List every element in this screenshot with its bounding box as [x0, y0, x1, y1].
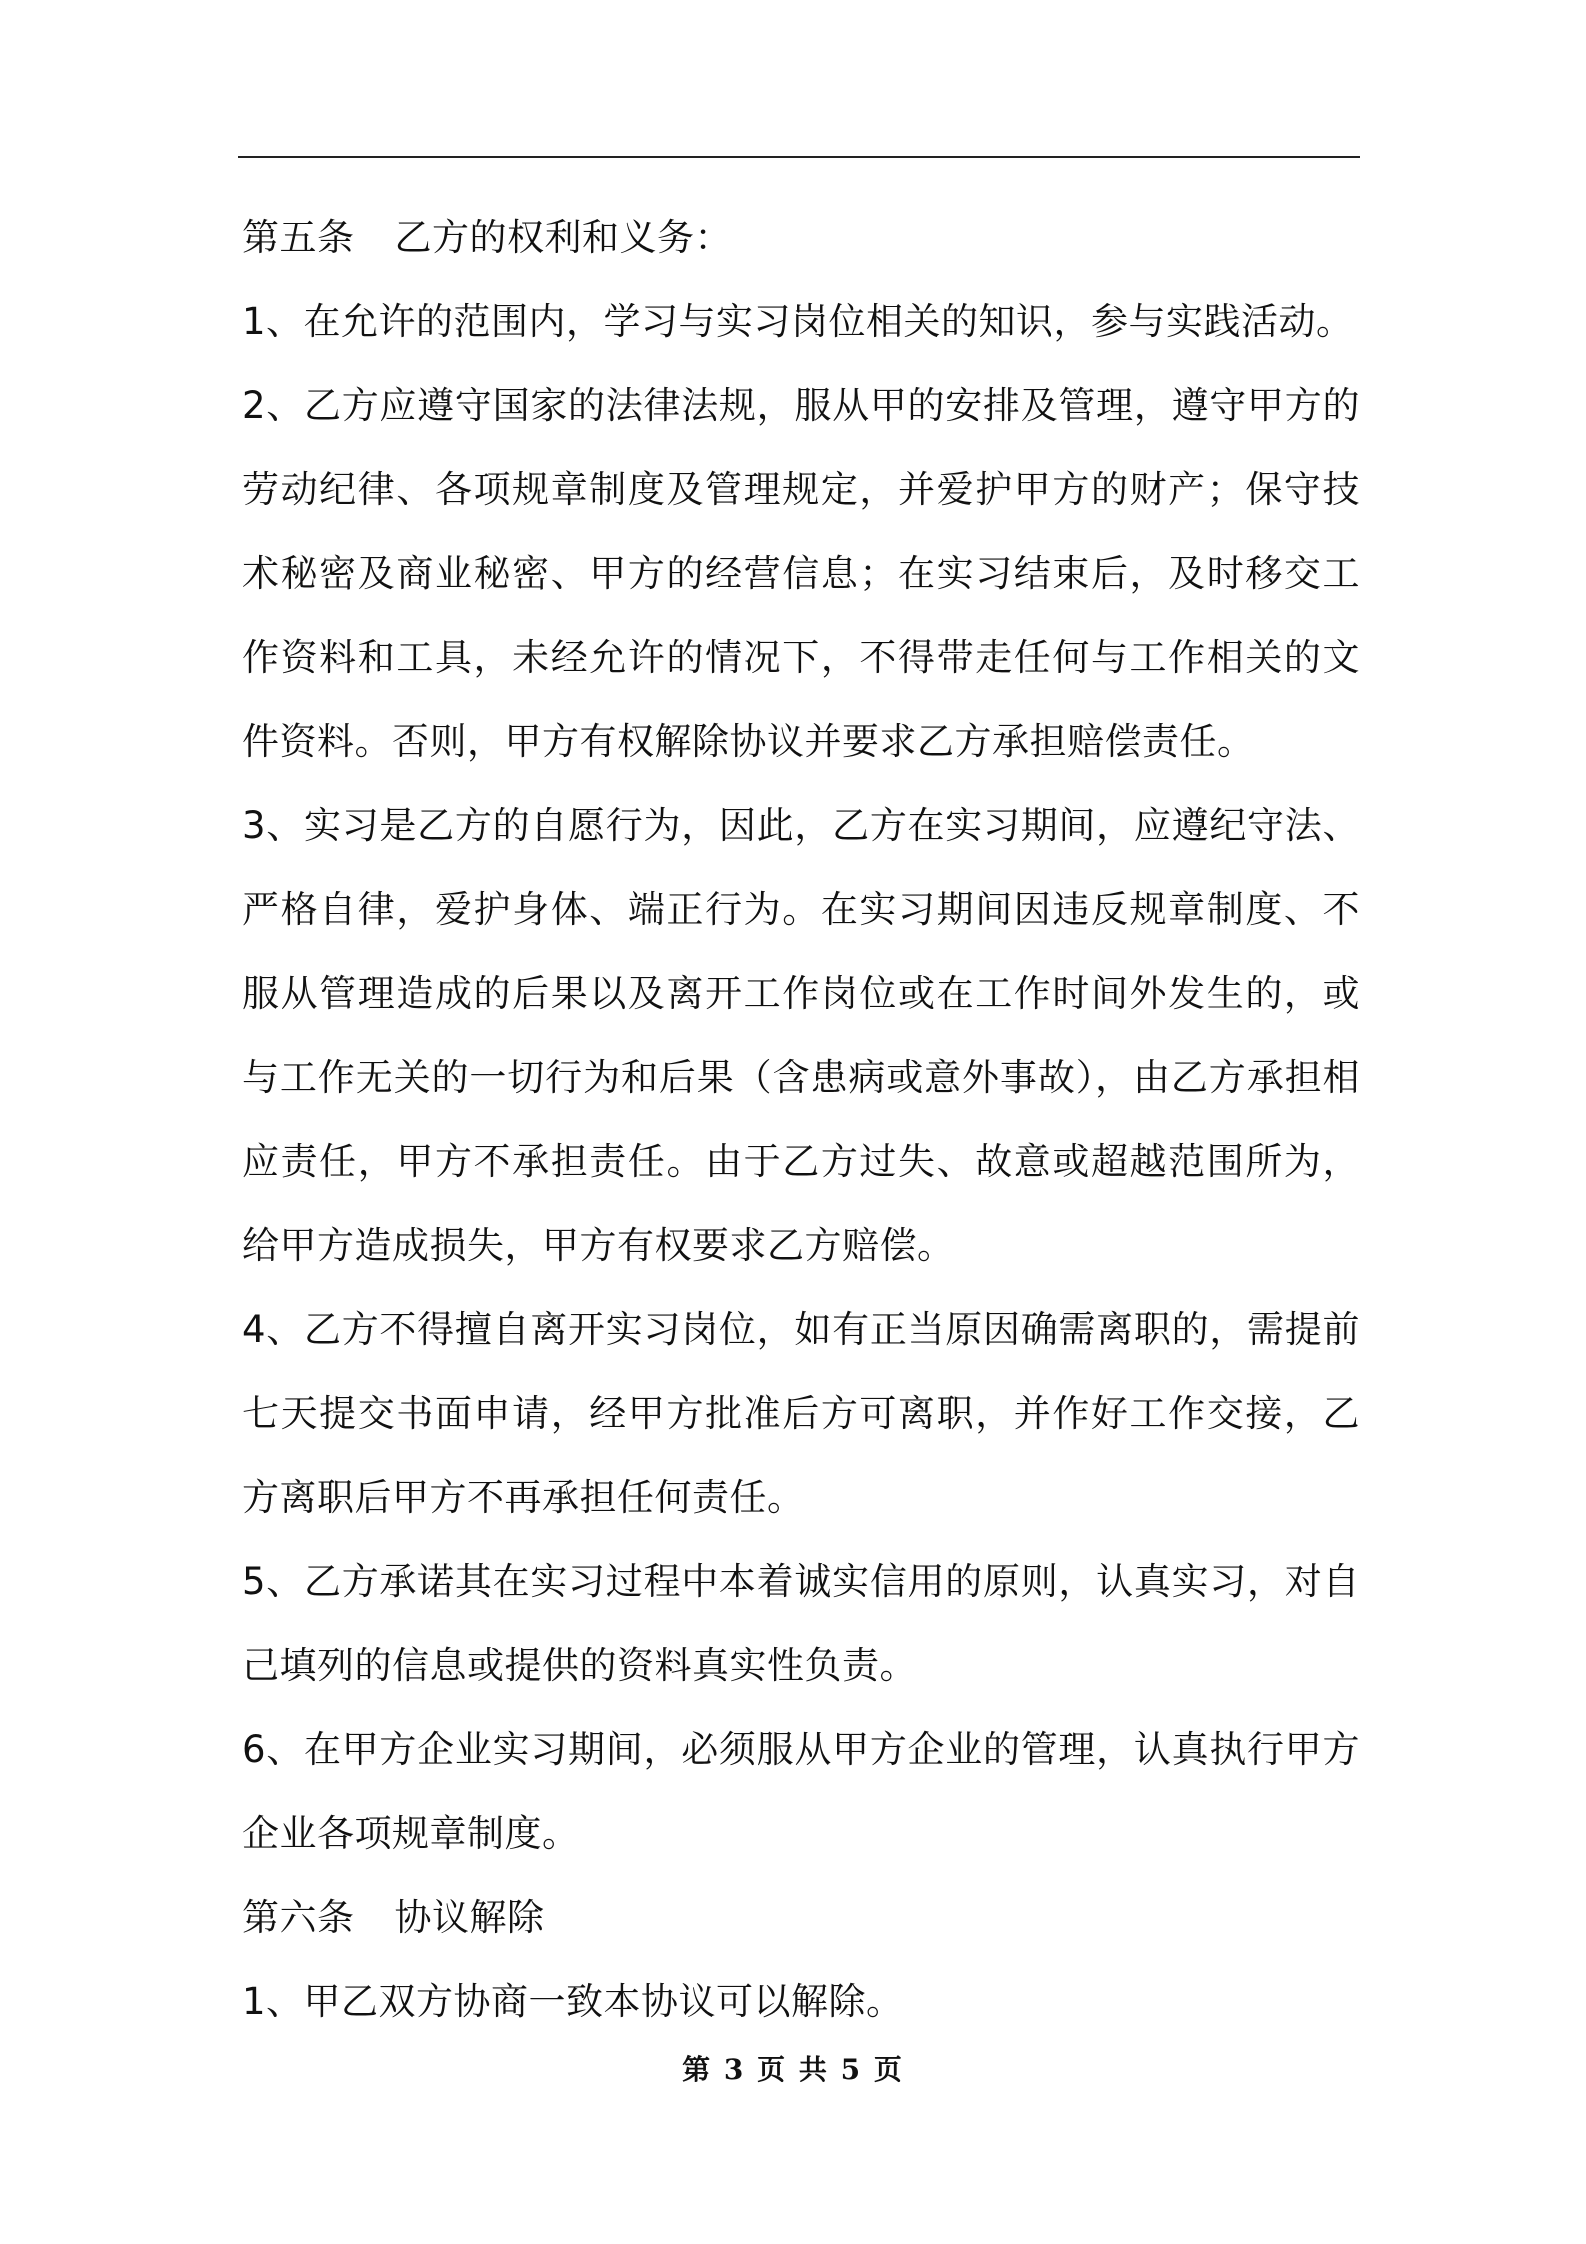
clause-6-1: 1、甲乙双方协商一致本协议可以解除。 — [242, 1980, 904, 2023]
section-number: 第六条 — [242, 1896, 355, 1939]
section-number: 第五条 — [242, 216, 355, 259]
section-title: 协议解除 — [394, 1896, 545, 1939]
clause-5-2: 2、乙方应遵守国家的法律法规，服从甲的安排及管理，遵守甲方的劳动纪律、各项规章制度及管理规定，并爱护甲方的财产；保守技术秘密及商业秘密、甲方的经营信息；在实习结束后，及时移交工作资料和工具，未经允许的情况下，不得带走任何与工作相关的文件资料。否则，甲方有权解除协议并要求乙方承担赔偿责任。 — [242, 384, 1360, 763]
clause-5-6: 6、在甲方企业实习期间，必须服从甲方企业的管理，认真执行甲方企业各项规章制度。 — [242, 1728, 1360, 1855]
page-number-footer: 第 3 页 共 5 页 — [682, 2053, 904, 2086]
section-heading-5 — [242, 196, 1360, 280]
section-title: 乙方的权利和义务： — [394, 216, 732, 259]
clause-5-5: 5、乙方承诺其在实习过程中本着诚实信用的原则，认真实习，对自己填列的信息或提供的资料真实性负责。 — [242, 1560, 1360, 1687]
header-rule — [238, 156, 1360, 158]
clause-5-1: 1、在允许的范围内，学习与实习岗位相关的知识，参与实践活动。 — [242, 300, 1354, 343]
clause-5-3: 3、实习是乙方的自愿行为，因此，乙方在实习期间，应遵纪守法、严格自律，爱护身体、端正行为。在实习期间因违反规章制度、不服从管理造成的后果以及离开工作岗位或在工作时间外发生的，或与工作无关的一切行为和后果（含患病或意外事故），由乙方承担相应责任，甲方不承担责任。由于乙方过失、故意或超越范围所为，给甲方造成损失，甲方有权要求乙方赔偿。 — [242, 804, 1360, 1267]
document-body — [242, 196, 1360, 2044]
clause-5-4: 4、乙方不得擅自离开实习岗位，如有正当原因确需离职的，需提前七天提交书面申请，经甲方批准后方可离职，并作好工作交接，乙方离职后甲方不再承担任何责任。 — [242, 1308, 1360, 1519]
section-heading-6 — [242, 1876, 1360, 1960]
